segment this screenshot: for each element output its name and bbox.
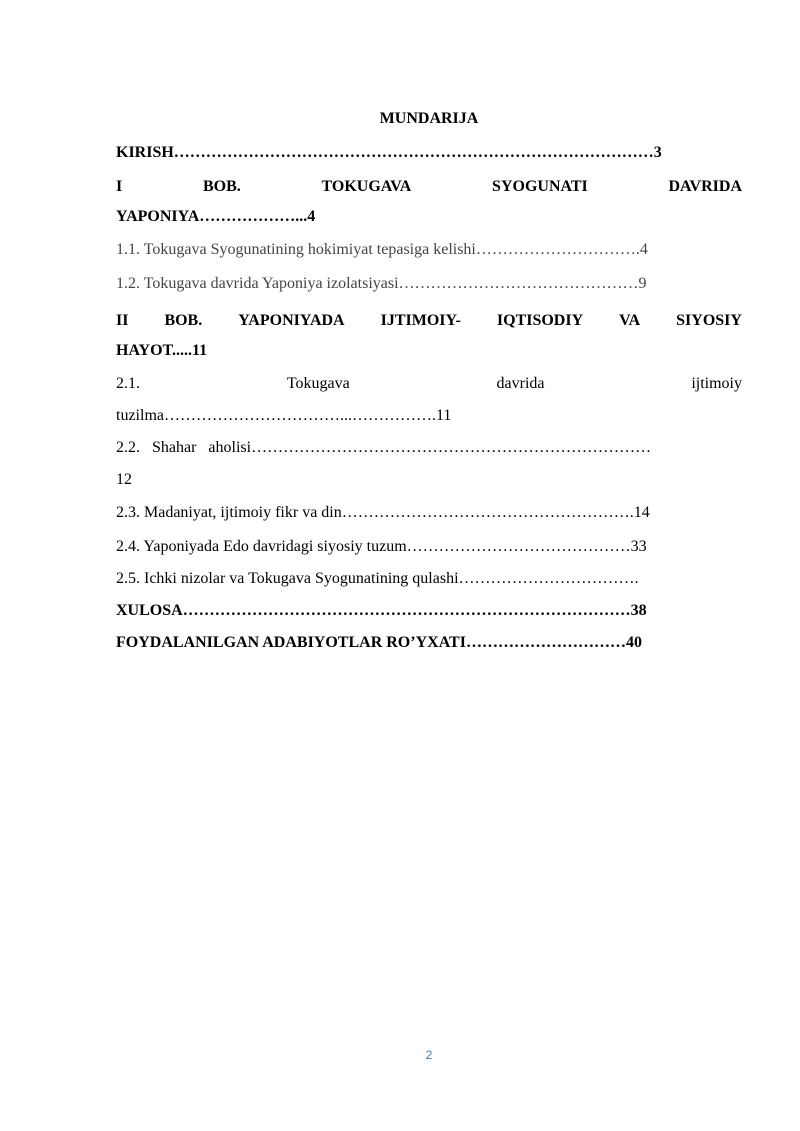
toc-entry-2-1 <box>116 374 742 394</box>
toc-entry-chapter1 <box>116 177 742 197</box>
toc-word: II <box>116 312 129 329</box>
toc-entry-2-3: 2.3. Madaniyat, ijtimoiy fikr va din……………………………………………….14 <box>116 504 650 521</box>
toc-word: IJTIMOIY- <box>380 312 461 329</box>
toc-word: Tokugava <box>286 375 350 392</box>
toc-entry-2-4: 2.4. Yaponiyada Edo davridagi siyosiy tuzum……………………………………33 <box>116 538 647 555</box>
page-title: MUNDARIJA <box>379 110 479 127</box>
toc-word: ijtimoiy <box>691 375 742 392</box>
toc-entry-1-1: 1.1. Tokugava Syogunatining hokimiyat tepasiga kelishi………………………….4 <box>116 241 648 258</box>
toc-entry-2-2: 2.2. Shahar aholisi………………………………………………………………… <box>116 439 652 456</box>
toc-entry-chapter2 <box>116 311 742 331</box>
toc-word: TOKUGAVA <box>321 178 412 195</box>
toc-word: YAPONIYADA <box>238 312 345 329</box>
toc-entry-xulosa: XULOSA…………………………………………………………………………38 <box>116 602 647 619</box>
toc-entry-2-5: 2.5. Ichki nizolar va Tokugava Syogunatining qulashi……………………………. <box>116 570 639 587</box>
toc-entry-chapter2-continued: HAYOT.....11 <box>116 342 208 359</box>
toc-entry-2-2-continued: 12 <box>116 471 132 488</box>
toc-word: I <box>116 178 123 195</box>
toc-entry-1-2: 1.2. Tokugava davrida Yaponiya izolatsiyasi………………………………………9 <box>116 275 647 292</box>
toc-entry-kirish: KIRISH………………………………………………………………………………3 <box>116 144 662 161</box>
toc-word: 2.1. <box>116 375 140 392</box>
toc-entry-adabiyotlar: FOYDALANILGAN ADABIYOTLAR RO’YXATI…………………………40 <box>116 634 642 651</box>
toc-word: VA <box>619 312 641 329</box>
toc-word: SYOGUNATI <box>492 178 588 195</box>
toc-word: SIYOSIY <box>676 312 742 329</box>
toc-word: DAVRIDA <box>668 178 742 195</box>
toc-entry-2-1-continued: tuzilma……………………………...…………….11 <box>116 407 452 424</box>
page-number: 2 <box>425 1048 433 1062</box>
toc-word: BOB. <box>202 178 241 195</box>
toc-entry-chapter1-continued: YAPONIYA………………...4 <box>116 208 316 225</box>
toc-word: BOB. <box>164 312 203 329</box>
toc-word: IQTISODIY <box>496 312 584 329</box>
toc-word: davrida <box>496 375 545 392</box>
